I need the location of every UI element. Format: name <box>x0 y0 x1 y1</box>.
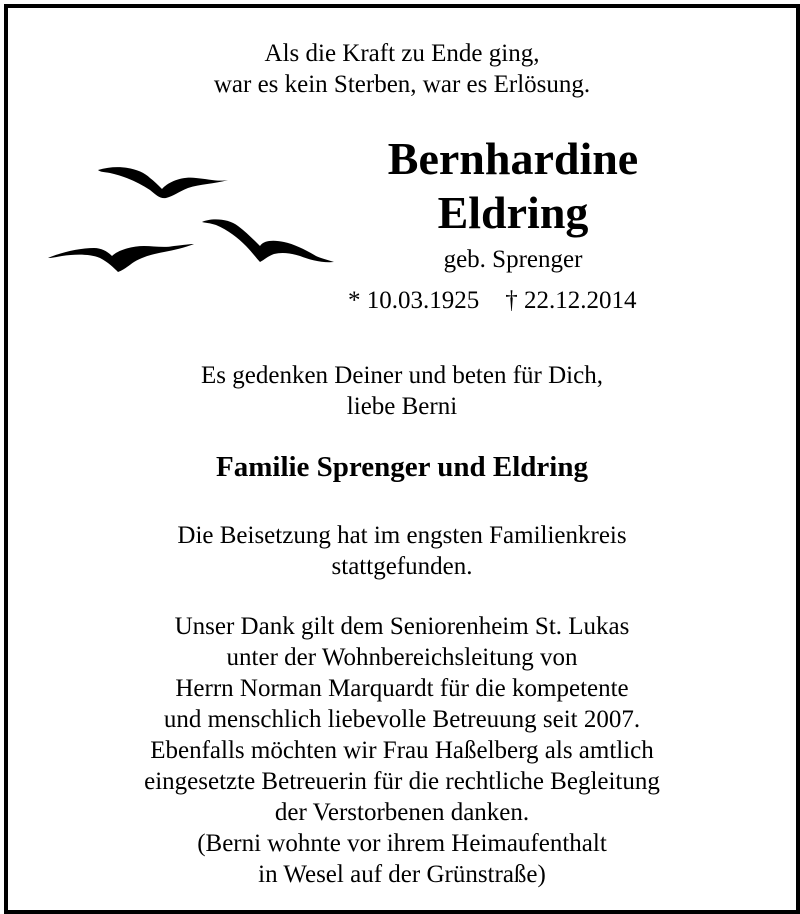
remembrance-line: liebe Berni <box>346 393 458 420</box>
deceased-last-name: Eldring <box>437 187 589 238</box>
deceased-first-name: Bernhardine <box>387 133 639 184</box>
thanks-line: eingesetzte Betreuerin für die rechtliche Begleitung <box>144 768 660 795</box>
birth-date: * 10.03.1925 <box>348 287 480 314</box>
death-date: † 22.12.2014 <box>505 287 637 314</box>
funeral-line: Die Beisetzung hat im engsten Familienkreis <box>177 522 627 549</box>
bird-bottom-left <box>48 244 194 272</box>
thanks-line: (Berni wohnte vor ihrem Heimaufenthalt <box>197 830 607 857</box>
thanks-line: Unser Dank gilt dem Seniorenheim St. Lukas <box>174 613 630 640</box>
remembrance-text <box>8 360 796 422</box>
quote <box>8 38 796 100</box>
thanks-line: unter der Wohnbereichsleitung von <box>226 644 578 671</box>
bird-top-left <box>98 167 228 198</box>
quote-line: Als die Kraft zu Ende ging, <box>264 40 540 67</box>
family-signature: Familie Sprenger und Eldring <box>216 451 588 483</box>
funeral-line: stattgefunden. <box>331 553 473 580</box>
deceased-born-name: geb. Sprenger <box>443 246 583 273</box>
remembrance-line: Es gedenken Deiner und beten für Dich, <box>201 362 603 389</box>
obituary-notice <box>4 4 800 914</box>
bird-right <box>202 219 334 262</box>
thanks-line: Herrn Norman Marquardt für die kompetente <box>175 675 629 702</box>
life-dates <box>348 286 637 316</box>
thanks-line: in Wesel auf der Grünstraße) <box>258 861 546 888</box>
quote-line: war es kein Sterben, war es Erlösung. <box>213 71 591 98</box>
flying-birds-icon <box>38 148 348 278</box>
thanks-line: Ebenfalls möchten wir Frau Haßelberg als amtlich <box>150 737 654 764</box>
thanks-line: der Verstorbenen danken. <box>274 799 530 826</box>
funeral-notice <box>8 520 796 582</box>
thanks-text <box>8 611 796 890</box>
thanks-line: und menschlich liebevolle Betreuung seit 2007. <box>163 706 641 733</box>
